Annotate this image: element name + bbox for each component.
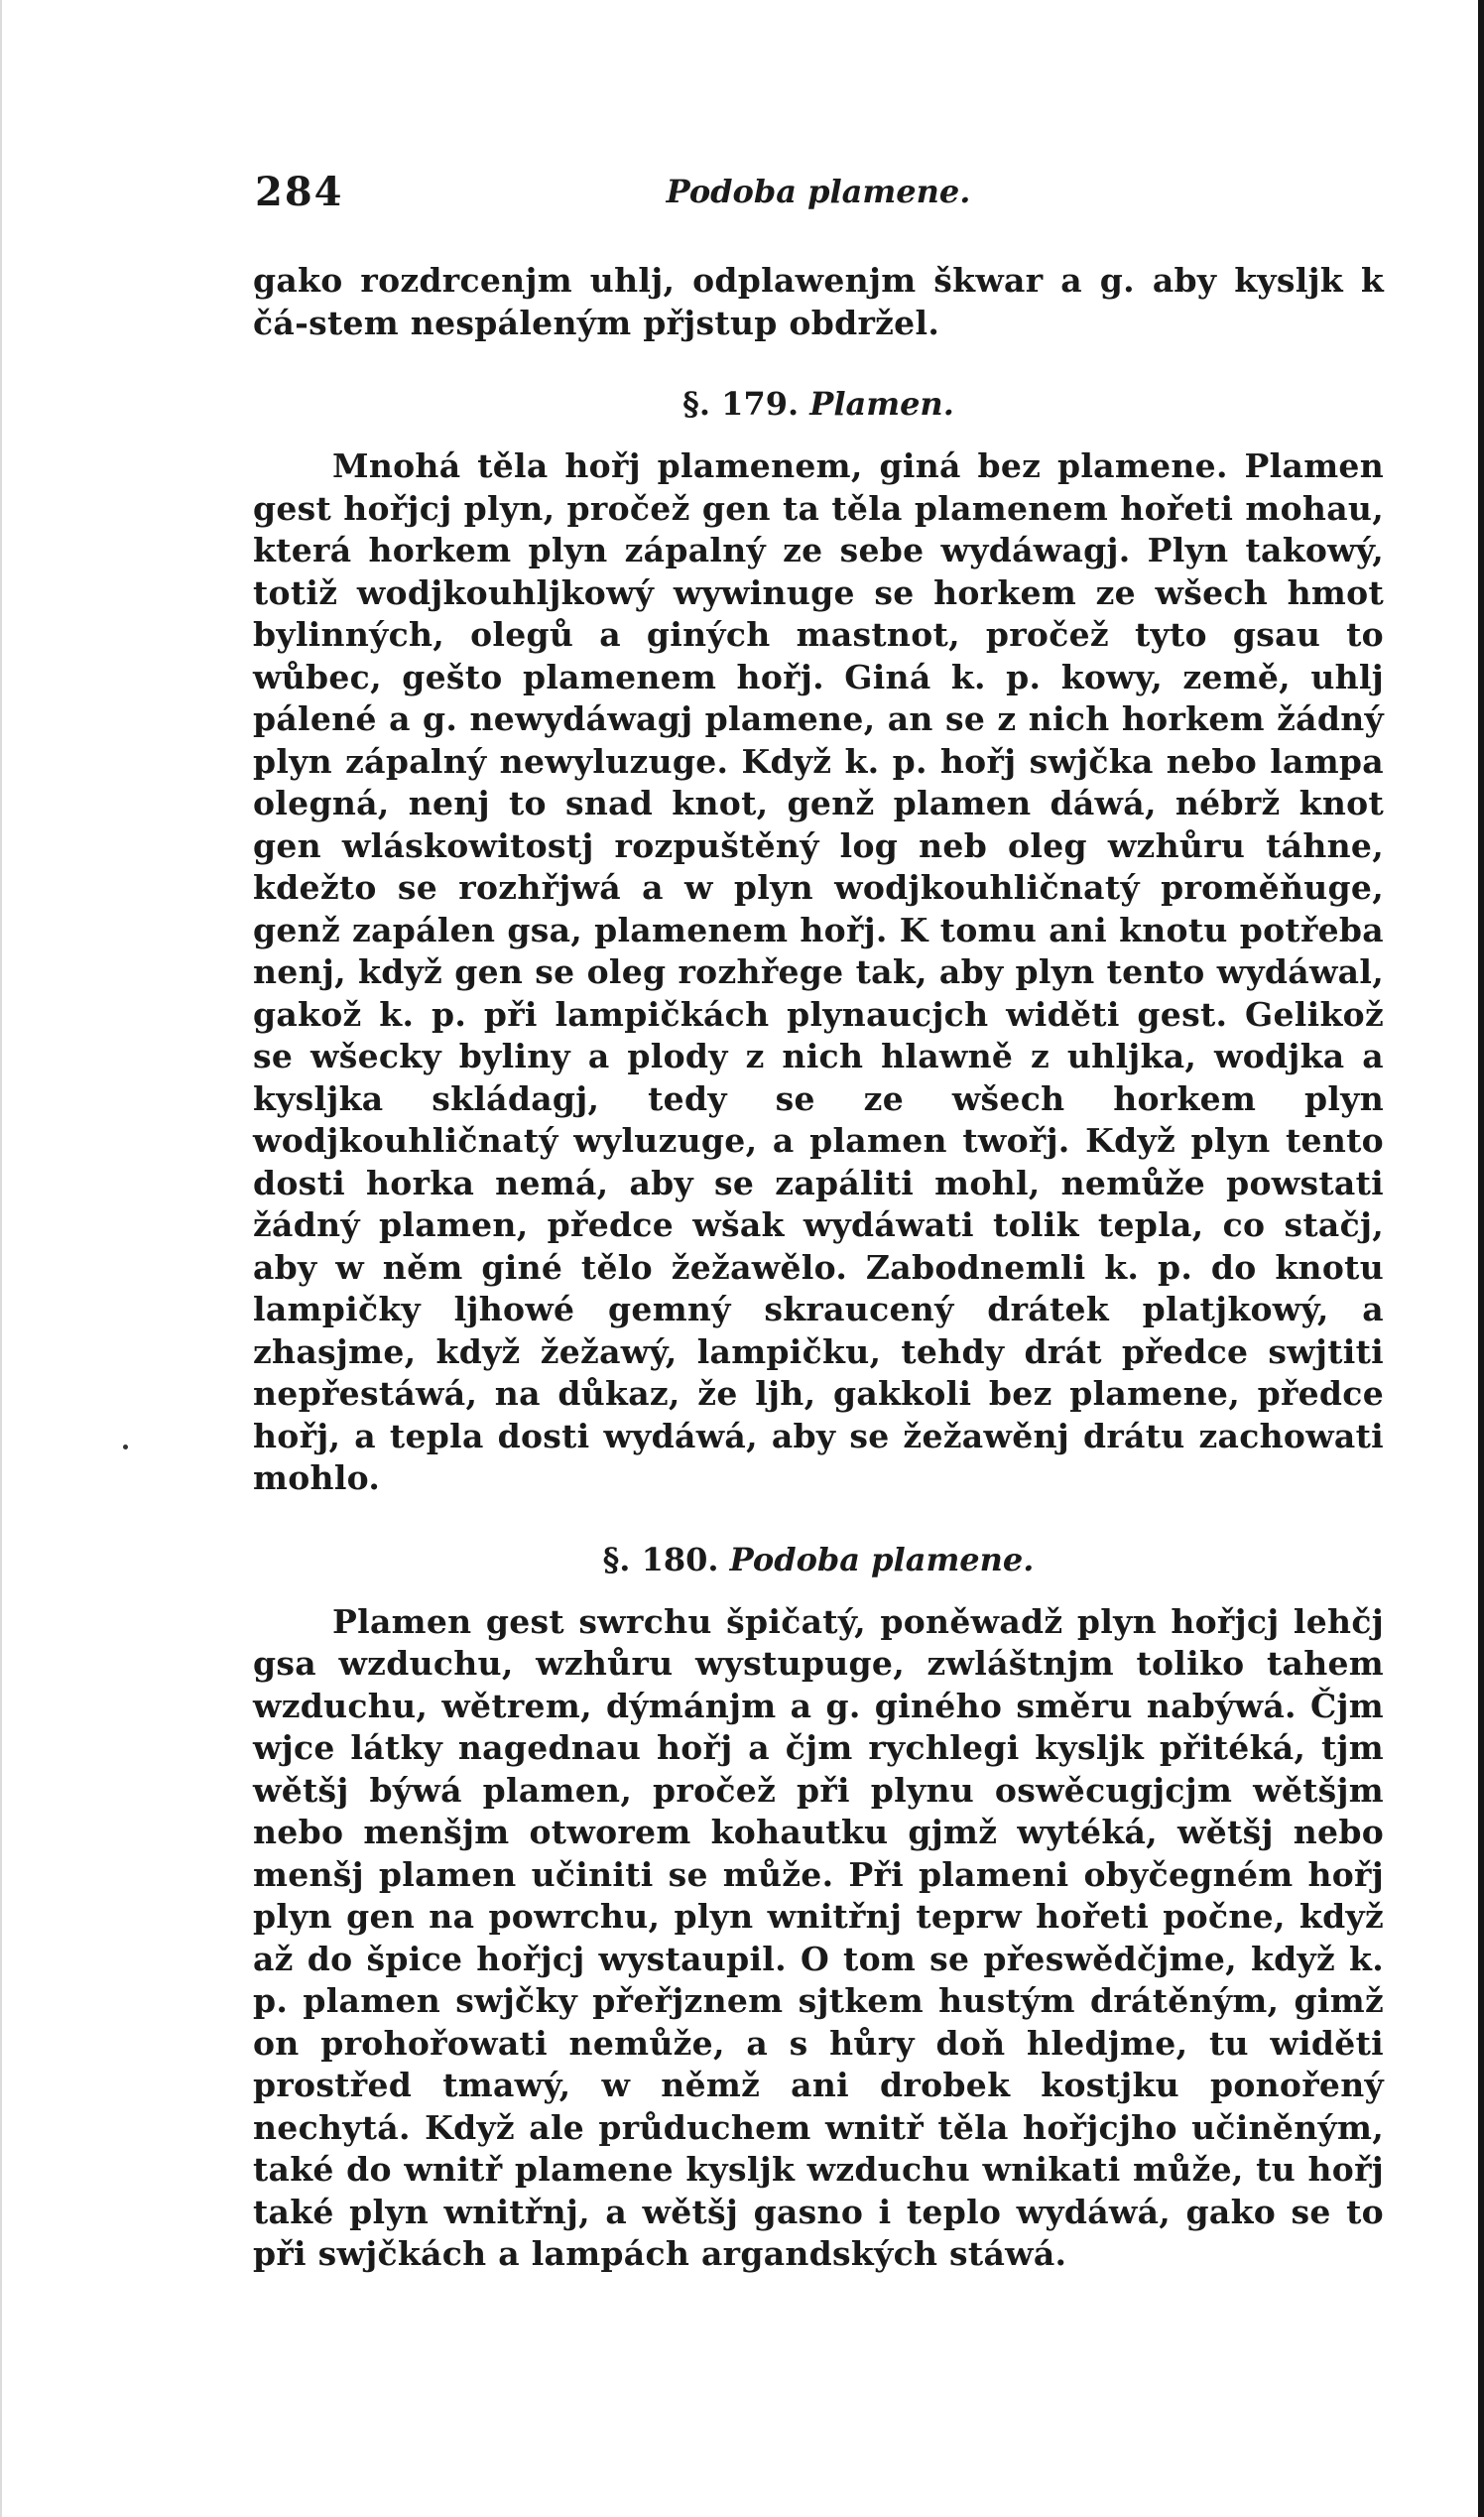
- section-179-heading: [253, 384, 1384, 424]
- section-179-number: §. 179.: [682, 385, 800, 423]
- left-page-edge: [0, 0, 2, 2517]
- stray-ink-dot: [123, 1445, 128, 1449]
- section-180-heading: [253, 1540, 1384, 1579]
- section-179-paragraph: Mnohá těla hořj plamenem, giná bez plamene. Plamen gest hořjcj plyn, pročež gen ta těla plamenem hořeti mohau, která horkem plyn zápalný ze sebe wydáwagj. Plyn takowý, totiž wodjkouhljkowý wywinuge se horkem ze wšech hmot bylinných, olegů a giných mastnot, pročež tyto gsau to wůbec, gešto plamenem hořj. Giná k. p. kowy, země, uhlj pálené a g. newydáwagj plamene, an se z nich horkem žádný plyn zápalný newyluzuge. Když k. p. hořj swjčka nebo lampa olegná, nenj to snad knot, genž plamen dáwá, nébrž knot gen wláskowitostj rozpuštěný log neb oleg wzhůru táhne, kdežto se rozhřjwá a w plyn wodjkouhličnatý proměňuge, genž zapálen gsa, plamenem hořj. K tomu ani knotu potřeba nenj, když gen se oleg rozhřege tak, aby plyn tento wydáwal, gakož k. p. při lampičkách plynaucjch widěti gest. Gelikož se wšecky byliny a plody z nich hlawně z uhljka, wodjka a kysljka skládagj, tedy se ze wšech horkem plyn wodjkouhličnatý wyluzuge, a plamen twořj. Když plyn tento dosti horka nemá, aby se zapáliti mohl, nemůže powstati žádný plamen, předce wšak wydáwati tolik tepla, co stačj, aby w něm giné tělo žežawělo. Zabodnemli k. p. do knotu lampičky ljhowé gemný skraucený drátek platjkowý, a zhasjme, když žežawý, lampičku, tehdy drát předce swjtiti nepřestáwá, na důkaz, že ljh, gakkoli bez plamene, předce hořj, a tepla dosti wydáwá, aby se žežawěnj drátu zachowati mohlo.: [253, 446, 1384, 1497]
- running-head: [253, 159, 1384, 218]
- section-180-paragraph: Plamen gest swrchu špičatý, poněwadž plyn hořjcj lehčj gsa wzduchu, wzhůru wystupuge, zwláštnjm toliko tahem wzduchu, wětrem, dýmánjm a g. giného směru nabýwá. Čjm wjce látky nagednau hořj a čjm rychlegi kysljk přitéká, tjm wětšj býwá plamen, pročež při plynu oswěcugjcjm wětšjm nebo menšjm otworem kohautku gjmž wytéká, wětšj nebo menšj plamen učiniti se může. Při plameni obyčegném hořj plyn gen na powrchu, plyn wnitřnj teprw hořeti počne, když až do špice hořjcj wystaupil. O tom se přeswědčjme, když k. p. plamen swjčky přeřjznem sjtkem hustým drátěným, gimž on prohořowati nemůže, a s hůry doň hledjme, tu widěti prostřed tmawý, w němž ani drobek kostjku ponořený nechytá. Když ale průduchem wnitř těla hořjcjho učiněným, také do wnitř plamene kysljk wzduchu wnikati může, tu hořj také plyn wnitřnj, a wětšj gasno i teplo wydáwá, gako se to při swjčkách a lampách argandských stáwá.: [253, 1601, 1384, 2273]
- section-180-number: §. 180.: [602, 1540, 719, 1578]
- right-page-edge: [1478, 0, 1484, 2517]
- opening-paragraph: gako rozdrcenjm uhlj, odplawenjm škwar a g. aby kysljk k čá-stem nespáleným přjstup obdržel.: [253, 261, 1384, 342]
- section-179-title: Plamen.: [809, 385, 954, 423]
- page-number: 284: [255, 169, 344, 215]
- page-body: [253, 159, 1384, 2276]
- running-title: Podoba plamene.: [666, 173, 971, 210]
- section-180-title: Podoba plamene.: [729, 1540, 1035, 1578]
